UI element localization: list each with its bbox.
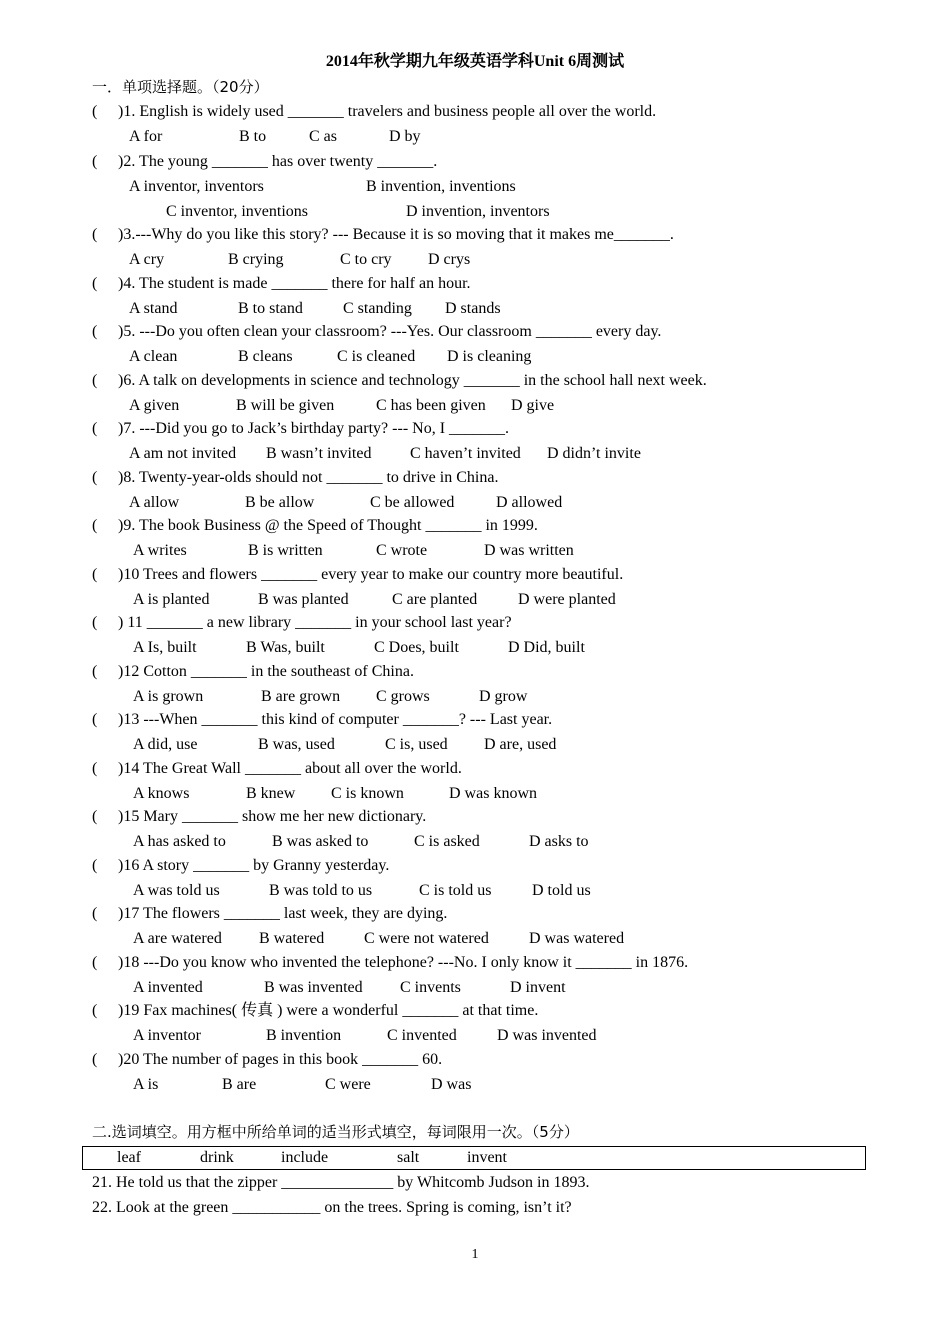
question-8 <box>92 467 498 489</box>
option-D: D grow <box>479 687 528 705</box>
option-D: D give <box>511 396 555 414</box>
answer-paren: ( <box>92 323 98 341</box>
option-D: D stands <box>445 299 501 317</box>
option-C: C Does, built <box>374 639 459 657</box>
answer-paren: ( <box>92 1050 98 1068</box>
answer-paren: ( <box>92 565 98 583</box>
question-11 <box>92 612 512 634</box>
option-B: B be allow <box>245 493 315 511</box>
option-C: C inventor, inventions <box>166 202 309 220</box>
option-A: A Is, built <box>133 639 197 657</box>
fill-question-21: 21. He told us that the zipper ______________ by Whitcomb Judson in 1893. <box>92 1174 590 1191</box>
option-D: D invent <box>510 978 566 996</box>
question-14 <box>92 758 462 780</box>
option-A: A stand <box>129 299 178 317</box>
question-17 <box>92 903 447 925</box>
page-number: 1 <box>471 1247 479 1262</box>
option-C: C were not watered <box>364 930 489 948</box>
question-text: )14 The Great Wall _______ about all over the world. <box>118 759 462 777</box>
answer-paren: ( <box>92 226 98 244</box>
option-B: B was asked to <box>272 833 369 851</box>
question-text: )3.---Why do you like this story? --- Because it is so moving that it makes me_______. <box>118 226 674 244</box>
answer-paren: ( <box>92 759 98 777</box>
question-3 <box>92 224 674 246</box>
option-D: D was invented <box>497 1027 597 1045</box>
option-A: A given <box>129 396 180 414</box>
word-item: include <box>281 1149 329 1166</box>
option-B: B are <box>222 1075 257 1093</box>
question-1 <box>92 101 656 123</box>
option-A: A did, use <box>133 736 198 754</box>
option-A: A are watered <box>133 930 222 948</box>
question-13 <box>92 709 552 731</box>
question-6 <box>92 370 707 392</box>
option-C: C is asked <box>414 833 480 851</box>
answer-paren: ( <box>92 517 98 535</box>
option-D: D was written <box>484 542 574 560</box>
question-text: )20 The number of pages in this book _______ 60. <box>118 1050 443 1068</box>
question-18 <box>92 952 688 974</box>
option-B: B wasn’t invited <box>266 445 372 463</box>
question-text: )6. A talk on developments in science and technology _______ in the school hall next week. <box>118 371 707 389</box>
answer-paren: ( <box>92 371 98 389</box>
question-text: )12 Cotton _______ in the southeast of China. <box>118 662 414 680</box>
option-B: B are grown <box>261 687 341 705</box>
question-text: )17 The flowers _______ last week, they are dying. <box>118 905 448 923</box>
option-B: B will be given <box>236 396 335 414</box>
option-A: A inventor <box>133 1027 201 1045</box>
question-text: )13 ---When _______ this kind of computer _______? --- Last year. <box>118 711 553 729</box>
question-10 <box>92 564 623 586</box>
answer-paren: ( <box>92 103 98 120</box>
option-B: B invention <box>266 1027 342 1045</box>
option-A: A invented <box>133 978 203 996</box>
option-A: A was told us <box>133 881 220 899</box>
option-D: D were planted <box>518 590 616 608</box>
option-B: B is written <box>248 542 323 560</box>
option-C: C are planted <box>392 590 478 608</box>
option-C: C is told us <box>419 881 492 899</box>
option-B: B was planted <box>258 590 349 608</box>
option-C: C haven’t invited <box>410 445 521 463</box>
answer-paren: ( <box>92 274 98 292</box>
option-D: D by <box>389 128 421 145</box>
option-A: A is grown <box>133 687 204 705</box>
option-B: B knew <box>246 784 296 802</box>
option-D: D Did, built <box>508 639 585 657</box>
question-7 <box>92 418 509 440</box>
answer-paren: ( <box>92 905 98 923</box>
option-B: B crying <box>228 251 284 269</box>
section-2-heading: 二.选词填空。用方框中所给单词的适当形式填空，每词限用一次。（5分） <box>92 1123 579 1141</box>
answer-paren: ( <box>92 711 98 729</box>
question-text: )9. The book Business @ the Speed of Thought _______ in 1999. <box>118 517 538 535</box>
answer-paren: ( <box>92 953 98 971</box>
answer-paren: ( <box>92 1002 98 1020</box>
answer-paren: ( <box>92 662 98 680</box>
option-B: B invention, inventions <box>366 177 516 195</box>
section-1-heading: 一．单项选择题。（20分） <box>92 78 269 96</box>
option-B: B to <box>239 128 267 145</box>
option-A: A is <box>133 1075 159 1093</box>
option-A: A is planted <box>133 590 210 608</box>
word-item: salt <box>397 1149 420 1166</box>
option-A: A knows <box>133 784 190 802</box>
question-9 <box>92 515 538 537</box>
answer-paren: ( <box>92 808 98 826</box>
option-D: D told us <box>532 881 591 899</box>
option-A: A cry <box>129 251 165 269</box>
word-box <box>82 1146 866 1170</box>
question-text: )8. Twenty-year-olds should not _______ to drive in China. <box>118 468 499 486</box>
page-title: 2014年秋学期九年级英语学科Unit 6周测试 <box>325 53 625 70</box>
option-D: D is cleaning <box>447 348 532 366</box>
option-D: D was watered <box>529 930 625 948</box>
question-19 <box>92 1000 538 1022</box>
answer-paren: ( <box>92 468 98 486</box>
option-A: A clean <box>129 348 178 366</box>
option-D: D invention, inventors <box>406 202 550 220</box>
word-item: leaf <box>117 1149 141 1166</box>
question-2 <box>92 151 437 173</box>
option-D: D was <box>431 1075 472 1093</box>
question-text: )5. ---Do you often clean your classroom? ---Yes. Our classroom _______ every day. <box>118 323 662 341</box>
option-A: A allow <box>129 493 180 511</box>
option-A: A has asked to <box>133 833 226 851</box>
option-D: D allowed <box>496 493 563 511</box>
option-C: C invented <box>387 1027 457 1045</box>
fill-question-22: 22. Look at the green ___________ on the trees. Spring is coming, isn’t it? <box>92 1199 572 1216</box>
question-text: )7. ---Did you go to Jack’s birthday party? --- No, I _______. <box>118 420 510 438</box>
question-text: )15 Mary _______ show me her new dictionary. <box>118 808 427 826</box>
question-20 <box>92 1049 442 1071</box>
question-text: )1. English is widely used _______ travelers and business people all over the world. <box>118 103 657 120</box>
answer-paren: ( <box>92 420 98 438</box>
option-D: D asks to <box>529 833 589 851</box>
option-C: C has been given <box>376 396 486 414</box>
option-A: A for <box>129 128 163 145</box>
option-B: B watered <box>259 930 325 948</box>
option-A: A am not invited <box>129 445 237 463</box>
option-B: B was told to us <box>269 881 373 899</box>
option-C: C to cry <box>340 251 392 269</box>
question-text: )10 Trees and flowers _______ every year to make our country more beautiful. <box>118 565 624 583</box>
question-text: )4. The student is made _______ there for half an hour. <box>118 274 471 292</box>
question-text: )16 A story _______ by Granny yesterday. <box>118 856 390 874</box>
question-4 <box>92 273 471 295</box>
option-C: C is, used <box>385 736 448 754</box>
answer-paren: ( <box>92 152 98 170</box>
question-text: )18 ---Do you know who invented the telephone? ---No. I only know it _______ in 1876. <box>118 953 689 971</box>
answer-paren: ( <box>92 856 98 874</box>
option-B: B was invented <box>264 978 363 996</box>
option-C: C be allowed <box>370 493 455 511</box>
option-D: D are, used <box>484 736 557 754</box>
option-C: C grows <box>376 687 430 705</box>
option-A: A inventor, inventors <box>129 177 264 195</box>
option-B: B Was, built <box>246 639 325 657</box>
option-B: B to stand <box>238 299 303 317</box>
option-B: B cleans <box>238 348 293 366</box>
option-C: C invents <box>400 978 461 996</box>
option-D: D was known <box>449 784 537 802</box>
question-16 <box>92 855 389 877</box>
option-C: C wrote <box>376 542 428 560</box>
option-C: C as <box>309 128 337 145</box>
option-D: D didn’t invite <box>547 445 641 463</box>
word-item: invent <box>467 1149 507 1166</box>
answer-paren: ( <box>92 614 98 632</box>
question-12 <box>92 661 414 683</box>
option-C: C is cleaned <box>337 348 416 366</box>
question-text: )19 Fax machines( 传真 ) were a wonderful _______ at that time. <box>118 1002 539 1020</box>
option-A: A writes <box>133 542 187 560</box>
question-text: )2. The young _______ has over twenty _______. <box>118 152 438 170</box>
question-15 <box>92 806 426 828</box>
option-C: C were <box>325 1075 371 1093</box>
option-D: D crys <box>428 251 471 269</box>
question-5 <box>92 321 661 343</box>
option-B: B was, used <box>258 736 335 754</box>
option-C: C is known <box>331 784 404 802</box>
word-item: drink <box>200 1149 234 1166</box>
question-text: ) 11 _______ a new library _______ in your school last year? <box>118 614 512 632</box>
option-C: C standing <box>343 299 412 317</box>
